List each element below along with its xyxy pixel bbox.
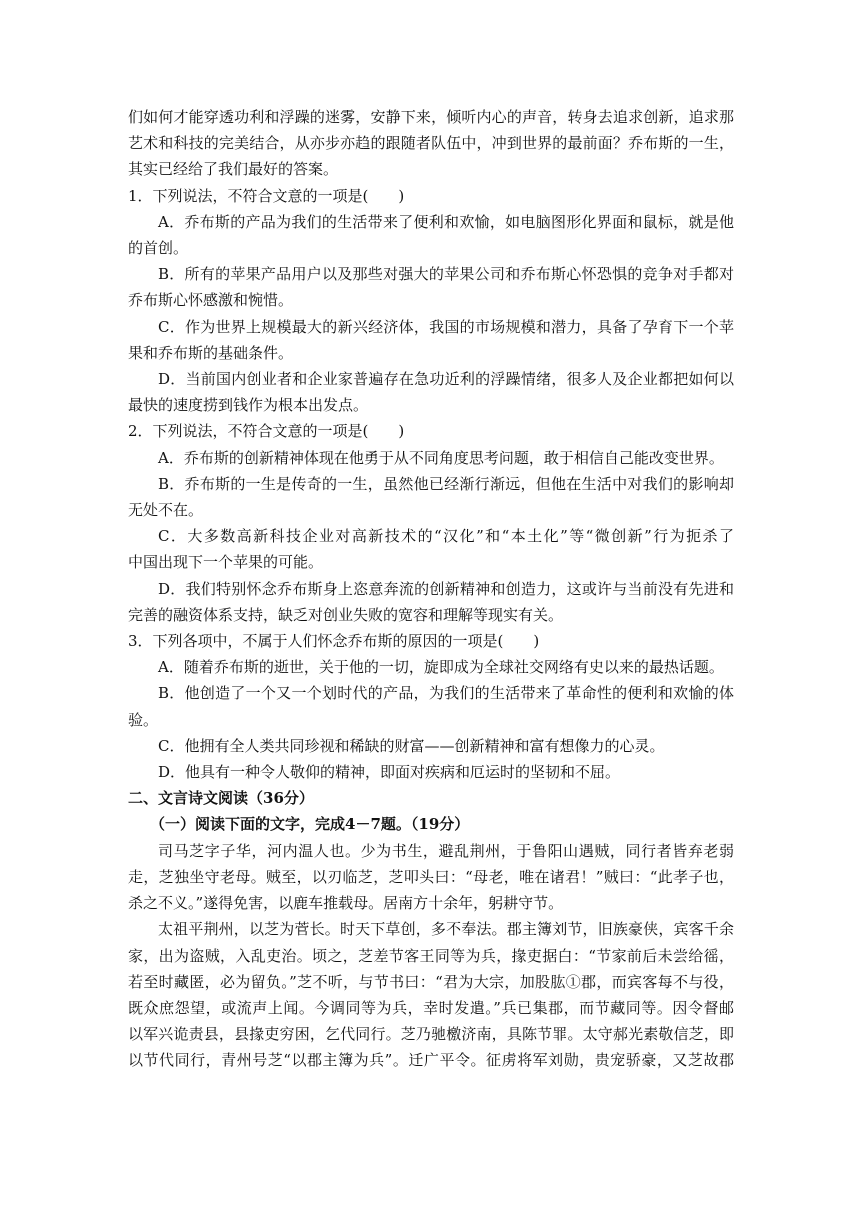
question-line: 2．下列说法，不符合文意的一项是( ) bbox=[128, 422, 405, 441]
text-line: 最快的速度捞到钱作为根本出发点。 bbox=[128, 396, 369, 415]
subsection-heading: （一）阅读下面的文字，完成4－7题。（19分） bbox=[150, 815, 470, 834]
option-line: B．乔布斯的一生是传奇的一生，虽然他已经渐行渐远，但他在生活中对我们的影响却 bbox=[158, 474, 734, 493]
text-line: 乔布斯心怀感激和惋惜。 bbox=[128, 291, 294, 310]
text-line: 们如何才能穿透功利和浮躁的迷雾，安静下来，倾听内心的声音，转身去追求创新，追求那 bbox=[128, 108, 734, 126]
text-line: 家，出为盗贼，入乱吏治。顷之，芝差节客王同等为兵，掾吏据白：“节家前后未尝给徭， bbox=[128, 946, 734, 965]
option-line: B．所有的苹果产品用户以及那些对强大的苹果公司和乔布斯心怀恐惧的竞争对手都对 bbox=[158, 265, 734, 284]
text-line: 既众庶怨望，或流声上闻。今调同等为兵，幸时发遣。”兵已集郡，而节藏同等。因令督邮 bbox=[128, 998, 734, 1017]
text-line: 若至时藏匿，必为留负。”芝不听，与节书曰：“君为大宗，加股肱①郡，而宾客每不与役， bbox=[128, 972, 734, 991]
option-line: A．乔布斯的产品为我们的生活带来了便利和欢愉，如电脑图形化界面和鼠标，就是他 bbox=[158, 212, 734, 231]
document-page bbox=[128, 104, 734, 1074]
option-line: C．作为世界上规模最大的新兴经济体，我国的市场规模和潜力，具备了孕育下一个苹 bbox=[158, 317, 734, 336]
text-line: 杀之不义。”遂得免害，以鹿车推载母。居南方十余年，躬耕守节。 bbox=[128, 894, 564, 913]
text-line: 验。 bbox=[128, 710, 159, 729]
text-line: 司马芝字子华，河内温人也。少为书生，避乱荆州，于鲁阳山遇贼，同行者皆弃老弱 bbox=[158, 841, 734, 860]
option-line: A．随着乔布斯的逝世，关于他的一切，旋即成为全球社交网络有史以来的最热话题。 bbox=[158, 658, 724, 677]
question-line: 3．下列各项中，不属于人们怀念乔布斯的原因的一项是( ) bbox=[128, 632, 540, 651]
option-line: D．他具有一种令人敬仰的精神，即面对疾病和厄运时的坚韧和不屈。 bbox=[158, 763, 621, 782]
text-line: 完善的融资体系支持，缺乏对创业失败的宽容和理解等现实有关。 bbox=[128, 605, 564, 624]
text-line: 以节代同行，青州号芝“以郡主簿为兵”。迁广平令。征虏将军刘勋，贵宠骄豪，又芝故郡 bbox=[128, 1051, 734, 1070]
text-line: 走，芝独坐守老母。贼至，以刃临芝，芝叩头曰：“母老，唯在诸君！”贼曰：“此孝子也， bbox=[128, 867, 734, 886]
text-line: 其实已经给了我们最好的答案。 bbox=[128, 160, 339, 179]
option-line: A．乔布斯的创新精神体现在他勇于从不同角度思考问题，敢于相信自己能改变世界。 bbox=[158, 448, 724, 467]
option-line: C．他拥有全人类共同珍视和稀缺的财富——创新精神和富有想像力的心灵。 bbox=[158, 736, 665, 755]
text-line: 果和乔布斯的基础条件。 bbox=[128, 343, 294, 362]
option-line: C．大多数高新科技企业对高新技术的“汉化”和“本土化”等“微创新”行为扼杀了 bbox=[158, 527, 734, 546]
text-line: 无处不在。 bbox=[128, 501, 204, 520]
text-line: 中国出现下一个苹果的可能。 bbox=[128, 553, 324, 572]
option-line: D．我们特别怀念乔布斯身上恣意奔流的创新精神和创造力，这或许与当前没有先进和 bbox=[158, 579, 734, 598]
text-line: 艺术和科技的完美结合，从亦步亦趋的跟随者队伍中，冲到世界的最前面？乔布斯的一生， bbox=[128, 134, 734, 153]
question-line: 1．下列说法，不符合文意的一项是( ) bbox=[128, 186, 405, 205]
option-line: D．当前国内创业者和企业家普遍存在急功近利的浮躁情绪，很多人及企业都把如何以 bbox=[158, 370, 734, 389]
text-line: 太祖平荆州，以芝为菅长。时天下草创，多不奉法。郡主簿刘节，旧族豪侠，宾客千余 bbox=[158, 920, 734, 939]
text-line: 的首创。 bbox=[128, 239, 189, 258]
option-line: B．他创造了一个又一个划时代的产品，为我们的生活带来了革命性的便利和欢愉的体 bbox=[158, 684, 734, 703]
section-heading: 二、文言诗文阅读（36分） bbox=[128, 789, 314, 808]
text-line: 以军兴诡责县，县掾吏穷困，乞代同行。芝乃驰檄济南，具陈节罪。太守郝光素敬信芝，即 bbox=[128, 1025, 734, 1044]
